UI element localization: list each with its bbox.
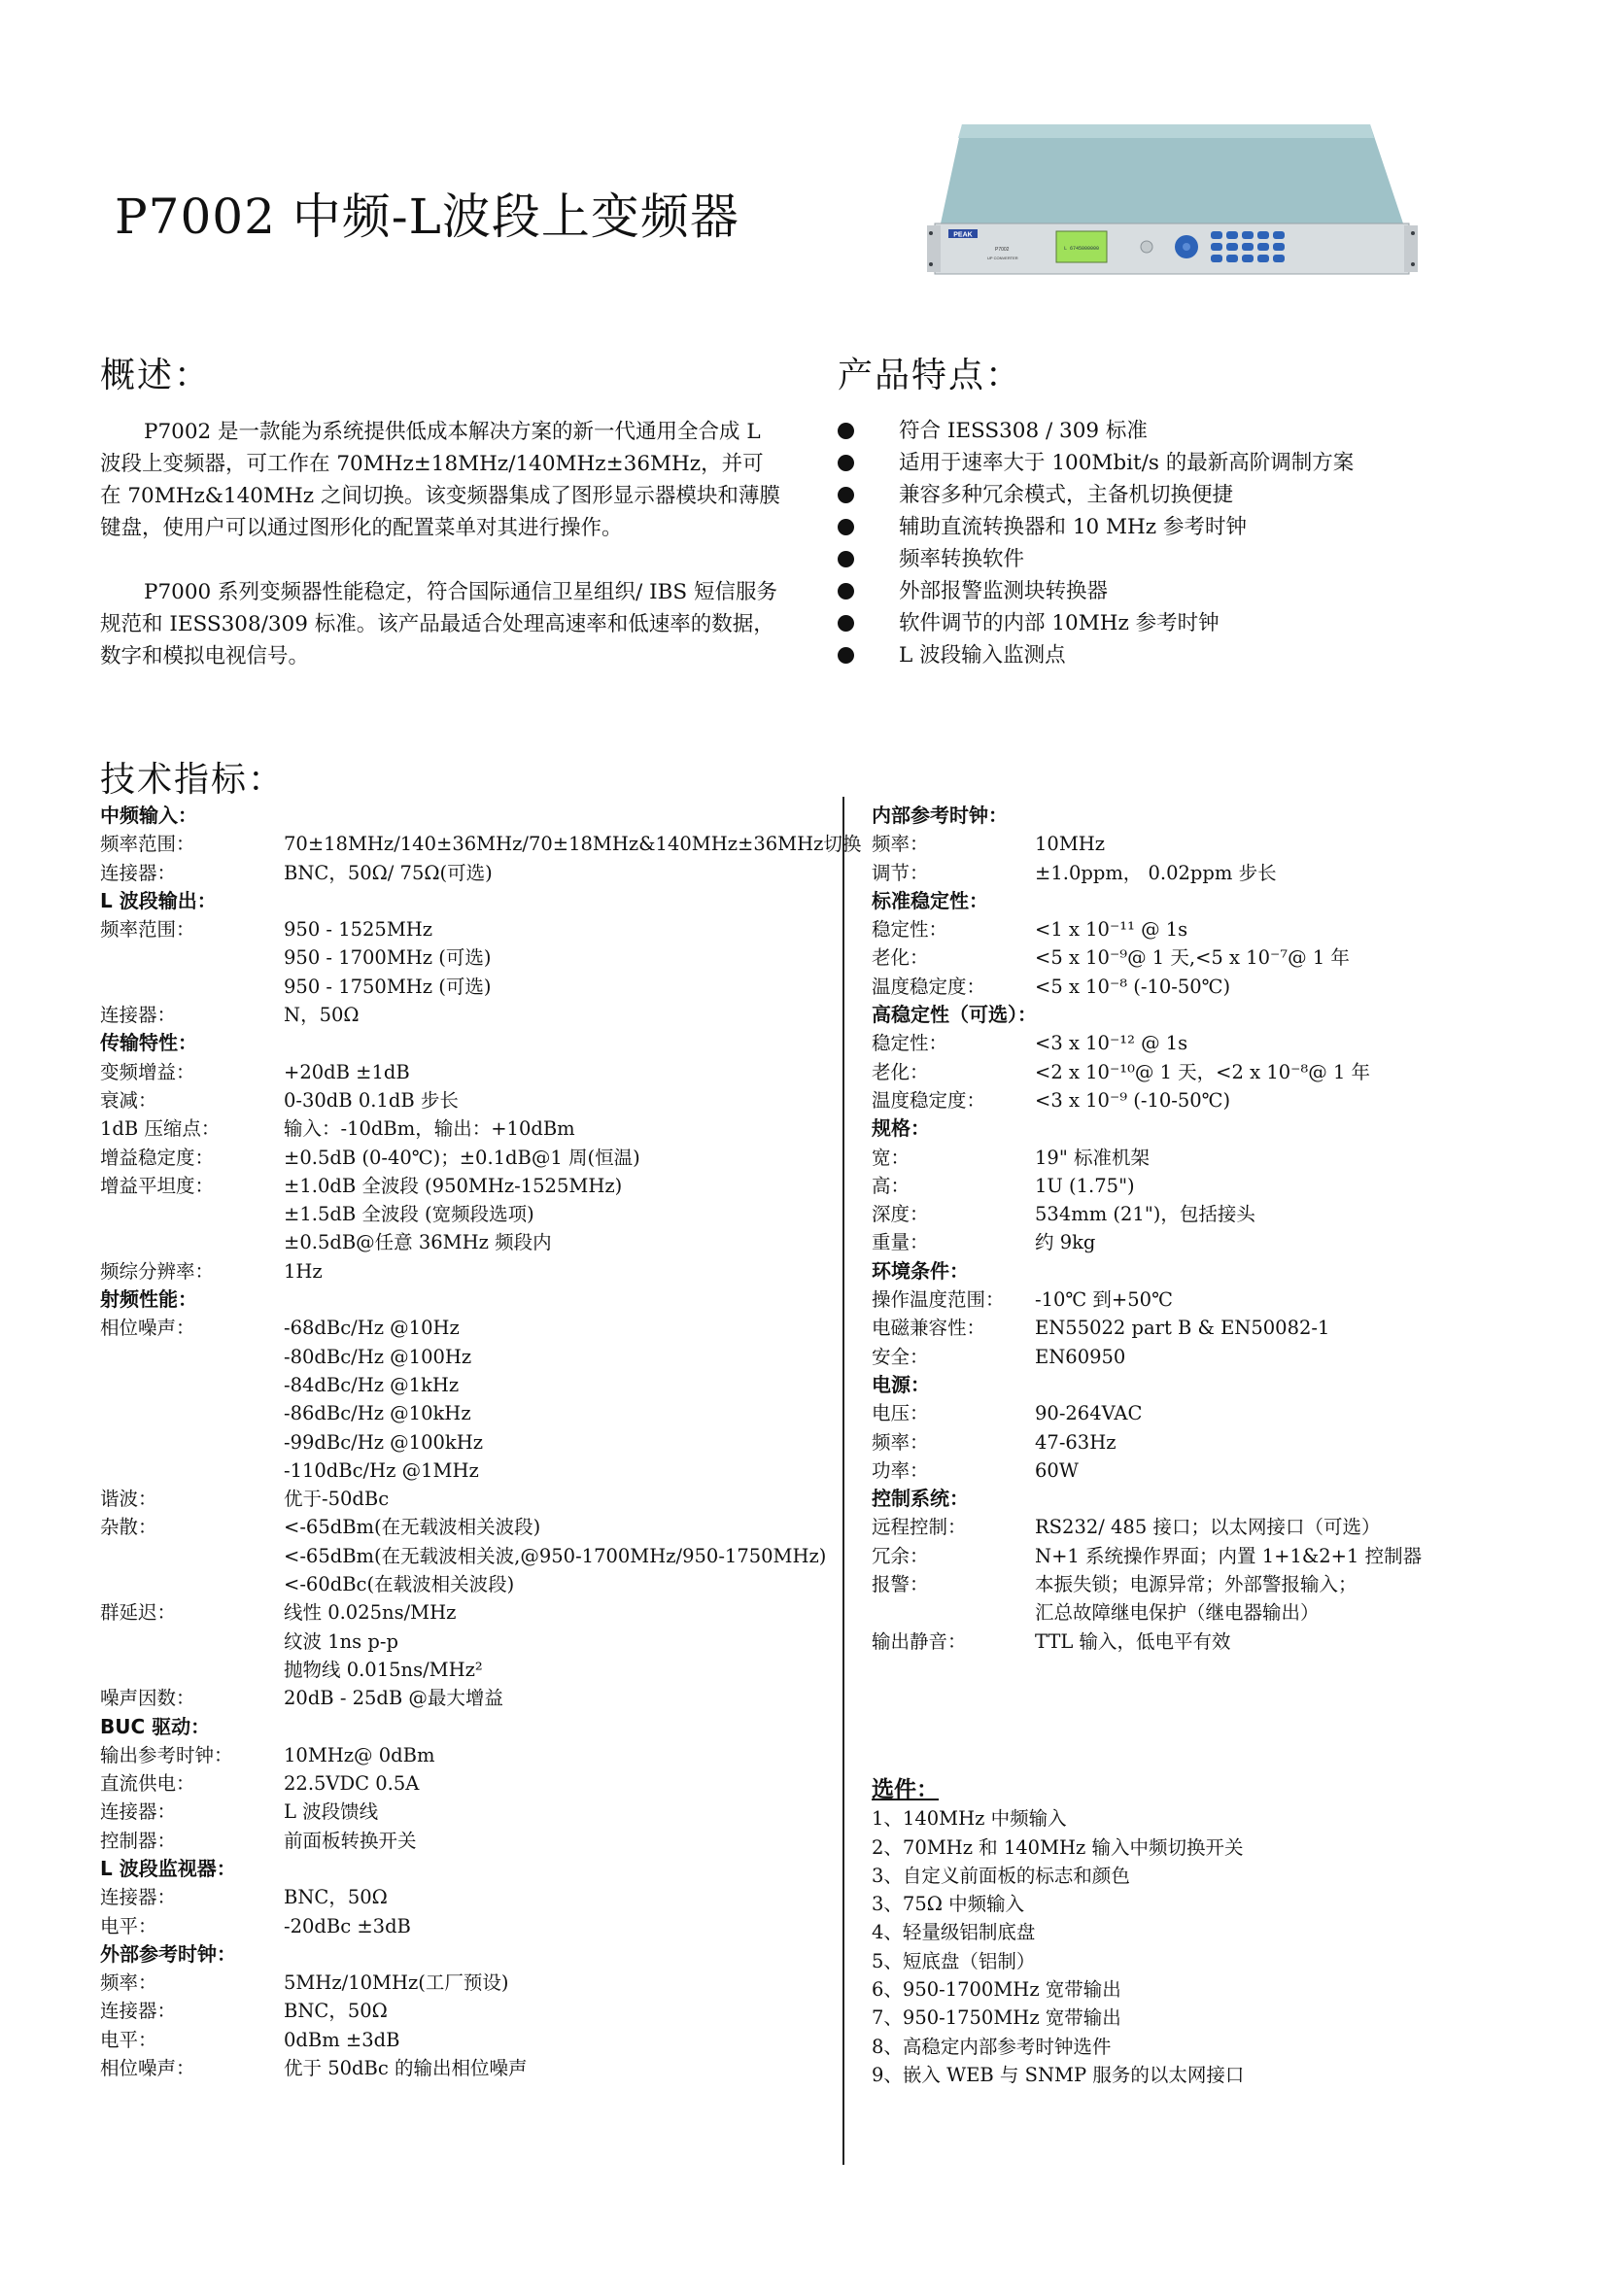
spec-row: [872, 830, 1571, 858]
spec-value: ±0.5dB@任意 36MHz 频段内: [284, 1231, 552, 1254]
spec-value: -68dBc/Hz @10Hz: [284, 1317, 460, 1340]
spec-value: ±1.0ppm， 0.02ppm 步长: [1035, 861, 1277, 884]
overview-paragraph-2: P7000 系列变频器性能稳定，符合国际通信卫星组织/ IBS 短信服务规范和 IESS308/309 标准。该产品最适合处理高速率和低速率的数据，数字和模拟电视信号。: [100, 580, 777, 668]
spec-value: 950 - 1750MHz (可选): [284, 975, 492, 998]
page-title: P7002 中频-L波段上变频器: [115, 188, 739, 245]
feature-item: [838, 447, 1354, 479]
spec-label: 变频增益：: [100, 1060, 195, 1083]
spec-label: 重量：: [872, 1231, 929, 1254]
spec-section-row: [100, 1713, 839, 1741]
option-item: 8、高稳定内部参考时钟选件: [872, 2035, 1112, 2058]
spec-row: [100, 1798, 839, 1826]
bullet-icon: [838, 647, 854, 664]
spec-label: 温度稳定度：: [872, 1088, 986, 1112]
spec-value: 70±18MHz/140±36MHz/70±18MHz&140MHz±36MHz切换: [284, 833, 862, 856]
spec-row: [872, 1628, 1571, 1656]
spec-label: 频率范围：: [100, 833, 195, 856]
spec-row: [100, 1343, 839, 1371]
spec-value: 1U (1.75"): [1035, 1174, 1135, 1197]
option-item: 7、950-1750MHz 宽带输出: [872, 2006, 1121, 2030]
spec-section-row: [100, 1029, 839, 1057]
left-spec-list: [100, 802, 862, 2082]
spec-value: <3 x 10⁻⁹ (-10-50℃): [1035, 1088, 1231, 1112]
spec-row: [100, 1371, 839, 1399]
spec-value: TTL 输入，低电平有效: [1035, 1629, 1231, 1653]
feature-text: 频率转换软件: [899, 547, 1025, 571]
spec-label: 电压：: [872, 1402, 929, 1425]
spec-label: 频率：: [872, 1430, 929, 1454]
spec-value: 534mm (21")，包括接头: [1035, 1203, 1255, 1226]
bullet-icon: [838, 455, 854, 471]
spec-row: [100, 1399, 839, 1427]
spec-label: 群延迟：: [100, 1601, 177, 1625]
spec-row: [100, 2026, 839, 2054]
spec-value: EN55022 part B & EN50082-1: [1035, 1317, 1330, 1340]
bullet-icon: [838, 423, 854, 439]
spec-value: 5MHz/10MHz(工厂预设): [284, 1971, 509, 1995]
spec-row: [872, 1058, 1571, 1086]
spec-row: [100, 1598, 839, 1627]
spec-row: [100, 1827, 839, 1855]
spec-label: 高：: [872, 1174, 911, 1197]
spec-label: 深度：: [872, 1203, 929, 1226]
spec-section-title: 内部参考时钟：: [872, 804, 1008, 827]
spec-value: 线性 0.025ns/MHz: [284, 1601, 457, 1625]
spec-row: [872, 1144, 1571, 1172]
spec-row: [100, 1513, 839, 1541]
spec-row: [100, 1314, 839, 1342]
option-item: 9、嵌入 WEB 与 SNMP 服务的以太网接口: [872, 2063, 1245, 2086]
column-divider: [842, 797, 844, 2165]
spec-value: 19" 标准机架: [1035, 1146, 1150, 1169]
spec-section-row: [872, 1371, 1571, 1399]
spec-row: [872, 943, 1571, 972]
spec-row: [100, 1228, 839, 1256]
options-block: [872, 1776, 1571, 2089]
spec-row: [100, 1114, 839, 1143]
spec-row: [100, 1257, 839, 1285]
spec-row: [872, 1399, 1571, 1427]
spec-label: 老化：: [872, 946, 929, 970]
spec-section-title: 中频输入：: [100, 804, 197, 827]
spec-label: 报警：: [872, 1573, 929, 1596]
brand-label: PEAK: [953, 231, 973, 239]
option-item: 5、短底盘（铝制）: [872, 1949, 1036, 1972]
spec-section-title: 电源：: [872, 1372, 930, 1396]
spec-value: <3 x 10⁻¹² @ 1s: [1035, 1032, 1188, 1055]
spec-row: [872, 915, 1571, 943]
spec-value: 950 - 1700MHz (可选): [284, 946, 492, 970]
spec-label: 安全：: [872, 1345, 929, 1368]
spec-value: <-65dBm(在无载波相关波段): [284, 1516, 541, 1539]
spec-value: -86dBc/Hz @10kHz: [284, 1402, 471, 1425]
spec-value: -99dBc/Hz @100kHz: [284, 1430, 483, 1454]
feature-item: [838, 543, 1354, 575]
spec-section-row: [872, 1001, 1571, 1029]
spec-value: <2 x 10⁻¹⁰@ 1 天，<2 x 10⁻⁸@ 1 年: [1035, 1060, 1371, 1083]
feature-text: 兼容多种冗余模式，主备机切换便捷: [899, 483, 1234, 507]
spec-section-row: [100, 1285, 839, 1314]
spec-row: [872, 1542, 1571, 1570]
spec-value: 优于-50dBc: [284, 1488, 390, 1511]
spec-label: 电平：: [100, 2028, 157, 2051]
spec-value: 约 9kg: [1035, 1231, 1096, 1254]
spec-label: 控制器：: [100, 1829, 177, 1852]
spec-label: 输出参考时钟：: [100, 1743, 233, 1766]
spec-row: [872, 1285, 1571, 1314]
spec-row: [872, 1513, 1571, 1541]
spec-value: 前面板转换开关: [284, 1829, 417, 1852]
spec-row: [100, 1570, 839, 1598]
spec-label: 远程控制：: [872, 1516, 967, 1539]
right-spec-list: [872, 802, 1571, 1656]
model-sub-label: UP CONVERTER: [987, 256, 1018, 260]
feature-item: [838, 607, 1354, 639]
spec-label: 噪声因数：: [100, 1687, 195, 1710]
spec-value: <1 x 10⁻¹¹ @ 1s: [1035, 918, 1188, 942]
spec-row: [100, 1656, 839, 1684]
spec-label: 电磁兼容性：: [872, 1317, 986, 1340]
spec-value: 10MHz: [1035, 833, 1106, 856]
feature-text: 辅助直流转换器和 10 MHz 参考时钟: [899, 515, 1247, 539]
spec-row: [100, 1058, 839, 1086]
device-top-panel: [941, 124, 1403, 223]
spec-label: 谐波：: [100, 1488, 157, 1511]
spec-value: BNC，50Ω: [284, 1886, 388, 1909]
spec-value: N，50Ω: [284, 1004, 360, 1027]
spec-section-title: BUC 驱动：: [100, 1714, 211, 1738]
spec-row: [100, 1883, 839, 1911]
spec-row: [872, 1314, 1571, 1342]
spec-row: [100, 1144, 839, 1172]
option-item: 3、自定义前面板的标志和颜色: [872, 1864, 1130, 1887]
spec-row: [100, 1086, 839, 1114]
spec-value: -80dBc/Hz @100Hz: [284, 1345, 472, 1368]
spec-row: [100, 1969, 839, 1997]
spec-value: BNC，50Ω: [284, 2000, 388, 2023]
spec-row: [872, 1228, 1571, 1256]
spec-row: [100, 1200, 839, 1228]
spec-row: [100, 1769, 839, 1798]
spec-value: 950 - 1525MHz: [284, 918, 433, 942]
spec-value: <-65dBm(在无载波相关波,@950-1700MHz/950-1750MHz): [284, 1544, 827, 1567]
spec-section-row: [872, 887, 1571, 915]
spec-label: 增益平坦度：: [100, 1174, 215, 1197]
overview-text: [100, 416, 780, 672]
spec-value: 60W: [1035, 1458, 1079, 1482]
spec-value: 20dB - 25dB @最大增益: [284, 1687, 503, 1710]
bullet-icon: [838, 615, 854, 632]
spec-row: [100, 1628, 839, 1656]
spec-row: [100, 943, 839, 972]
feature-text: 外部报警监测块转换器: [899, 579, 1109, 603]
spec-section-title: L 波段监视器：: [100, 1856, 236, 1880]
spec-section-row: [100, 887, 839, 915]
spec-value: ±1.0dB 全波段 (950MHz-1525MHz): [284, 1174, 623, 1197]
keypad: [1211, 231, 1285, 262]
bullet-icon: [838, 551, 854, 567]
spec-value: -10℃ 到+50℃: [1035, 1288, 1173, 1312]
spec-value: +20dB ±1dB: [284, 1060, 410, 1083]
spec-label: 调节：: [872, 861, 929, 884]
spec-value: N+1 系统操作界面；内置 1+1&2+1 控制器: [1035, 1544, 1423, 1567]
feature-item: [838, 511, 1354, 543]
spec-label: 衰减：: [100, 1088, 157, 1112]
feature-text: L 波段输入监测点: [899, 643, 1066, 668]
spec-value: 优于 50dBc 的输出相位噪声: [284, 2057, 528, 2080]
spec-label: 电平：: [100, 1914, 157, 1937]
spec-value: 汇总故障继电保护（继电器输出）: [1035, 1601, 1320, 1625]
spec-value: <5 x 10⁻⁸ (-10-50℃): [1035, 975, 1231, 998]
spec-section-title: L 波段输出：: [100, 888, 217, 912]
spec-value: ±1.5dB 全波段 (宽频段选项): [284, 1203, 534, 1226]
spec-row: [100, 830, 862, 858]
model-label: P7002: [995, 247, 1010, 253]
spec-section-title: 控制系统：: [872, 1487, 969, 1511]
spec-value: BNC，50Ω/ 75Ω(可选): [284, 861, 493, 884]
spec-row: [872, 859, 1571, 887]
spec-value: 90-264VAC: [1035, 1402, 1143, 1425]
spec-section-row: [872, 1257, 1571, 1285]
spec-section-title: 高稳定性（可选）：: [872, 1003, 1037, 1027]
spec-row: [872, 1570, 1571, 1598]
spec-row: [100, 1001, 839, 1029]
spec-section-row: [100, 1855, 839, 1883]
spec-value: 输入：-10dBm，输出：+10dBm: [284, 1117, 575, 1141]
spec-value: <-60dBc(在载波相关波段): [284, 1573, 515, 1596]
spec-label: 连接器：: [100, 861, 177, 884]
spec-row: [872, 1086, 1571, 1114]
spec-label: 老化：: [872, 1060, 929, 1083]
spec-label: 连接器：: [100, 1886, 177, 1909]
spec-section-title: 射频性能：: [100, 1287, 197, 1312]
spec-row: [100, 1542, 839, 1570]
spec-value: -110dBc/Hz @1MHz: [284, 1458, 479, 1482]
feature-item: [838, 415, 1354, 447]
spec-value: L 波段馈线: [284, 1800, 379, 1824]
spec-section-row: [100, 802, 839, 830]
spec-label: 1dB 压缩点：: [100, 1117, 221, 1141]
spec-label: 功率：: [872, 1458, 929, 1482]
spec-row: [100, 1997, 839, 2025]
spec-row: [100, 1741, 839, 1769]
overview-paragraph-1: P7002 是一款能为系统提供低成本解决方案的新一代通用全合成 L 波段上变频器，可工作在 70MHz±18MHz/140MHz±36MHz，并可在 70MHz&140MHz 之间切换。该变频器集成了图形显示器模块和薄膜键盘，使用户可以通过图形化的配置菜单对其进行操作。: [100, 420, 780, 540]
spec-value: 1Hz: [284, 1259, 323, 1283]
spec-value: 22.5VDC 0.5A: [284, 1772, 420, 1796]
spec-label: 温度稳定度：: [872, 975, 986, 998]
feature-item: [838, 639, 1354, 671]
specs-heading: 技术指标：: [100, 760, 286, 800]
spec-label: 稳定性：: [872, 1032, 948, 1055]
spec-label: 直流供电：: [100, 1772, 195, 1796]
spec-row: [100, 859, 839, 887]
spec-label: 相位噪声：: [100, 2057, 195, 2080]
spec-section-row: [872, 1485, 1571, 1513]
spec-value: 0-30dB 0.1dB 步长: [284, 1088, 459, 1112]
spec-label: 杂散：: [100, 1516, 157, 1539]
spec-label: 稳定性：: [872, 918, 948, 942]
spec-label: 相位噪声：: [100, 1317, 195, 1340]
option-item: 2、70MHz 和 140MHz 输入中频切换开关: [872, 1835, 1244, 1859]
spec-row: [872, 1428, 1571, 1456]
spec-row: [872, 1598, 1571, 1627]
bullet-icon: [838, 583, 854, 600]
spec-row: [100, 973, 839, 1001]
spec-row: [100, 1912, 839, 1940]
spec-label: 输出静音：: [872, 1629, 967, 1653]
spec-row: [100, 1684, 839, 1712]
spec-section-title: 环境条件：: [872, 1258, 969, 1283]
device-image: [927, 124, 1418, 276]
options-heading: 选件：: [872, 1777, 939, 1802]
spec-value: EN60950: [1035, 1345, 1126, 1368]
spec-row: [100, 1172, 839, 1200]
spec-row: [872, 1200, 1571, 1228]
spec-value: 47-63Hz: [1035, 1430, 1117, 1454]
spec-row: [100, 915, 839, 943]
spec-section-row: [872, 1114, 1571, 1143]
spec-value: 10MHz@ 0dBm: [284, 1743, 435, 1766]
bullet-icon: [838, 519, 854, 535]
spec-value: <5 x 10⁻⁹@ 1 天,<5 x 10⁻⁷@ 1 年: [1035, 946, 1350, 970]
spec-section-title: 传输特性：: [100, 1031, 197, 1055]
spec-row: [100, 1485, 839, 1513]
feature-text: 符合 IESS308 / 309 标准: [899, 419, 1148, 443]
option-item: 1、140MHz 中频输入: [872, 1807, 1067, 1831]
spec-section-title: 规格：: [872, 1116, 930, 1141]
lcd-text: L 6745000000: [1063, 246, 1100, 252]
spec-row: [872, 1456, 1571, 1485]
spec-value: ±0.5dB (0-40℃)；±0.1dB@1 周(恒温): [284, 1146, 640, 1169]
spec-label: 操作温度范围：: [872, 1288, 1005, 1312]
spec-label: 连接器：: [100, 1004, 177, 1027]
spec-value: -84dBc/Hz @1kHz: [284, 1373, 460, 1396]
spec-section-title: 标准稳定性：: [872, 888, 988, 912]
spec-row: [872, 1343, 1571, 1371]
options-list: [872, 1804, 1571, 2089]
feature-item: [838, 479, 1354, 511]
option-item: 6、950-1700MHz 宽带输出: [872, 1978, 1121, 2002]
spec-label: 连接器：: [100, 1800, 177, 1824]
spec-row: [100, 1428, 839, 1456]
feature-text: 软件调节的内部 10MHz 参考时钟: [899, 611, 1220, 635]
features-heading: 产品特点：: [838, 356, 1023, 395]
spec-section-row: [100, 1940, 839, 1969]
spec-label: 冗余：: [872, 1544, 929, 1567]
spec-label: 连接器：: [100, 2000, 177, 2023]
spec-row: [100, 2054, 839, 2082]
spec-label: 频率：: [100, 1971, 157, 1995]
spec-value: -20dBc ±3dB: [284, 1914, 411, 1937]
spec-value: RS232/ 485 接口；以太网接口（可选）: [1035, 1516, 1381, 1539]
option-item: 3、75Ω 中频输入: [872, 1893, 1025, 1916]
spec-label: 频率：: [872, 833, 929, 856]
spec-row: [100, 1456, 839, 1485]
features-list: [838, 415, 1354, 671]
spec-row: [872, 1172, 1571, 1200]
spec-row: [872, 1029, 1571, 1057]
spec-section-title: 外部参考时钟：: [100, 1941, 236, 1966]
spec-label: 宽：: [872, 1146, 911, 1169]
spec-row: [872, 973, 1571, 1001]
feature-text: 适用于速率大于 100Mbit/s 的最新高阶调制方案: [899, 451, 1355, 475]
feature-item: [838, 575, 1354, 607]
spec-value: 抛物线 0.015ns/MHz²: [284, 1658, 483, 1681]
spec-value: 0dBm ±3dB: [284, 2028, 400, 2051]
option-item: 4、轻量级铝制底盘: [872, 1921, 1036, 1944]
spec-label: 增益稳定度：: [100, 1146, 215, 1169]
spec-label: 频率范围：: [100, 918, 195, 942]
spec-label: 频综分辨率：: [100, 1259, 215, 1283]
spec-value: 本振失锁；电源异常；外部警报输入；: [1035, 1573, 1357, 1596]
spec-section-row: [872, 802, 1571, 830]
overview-heading: 概述：: [100, 356, 212, 395]
spec-value: 纹波 1ns p-p: [284, 1629, 398, 1653]
bullet-icon: [838, 487, 854, 503]
